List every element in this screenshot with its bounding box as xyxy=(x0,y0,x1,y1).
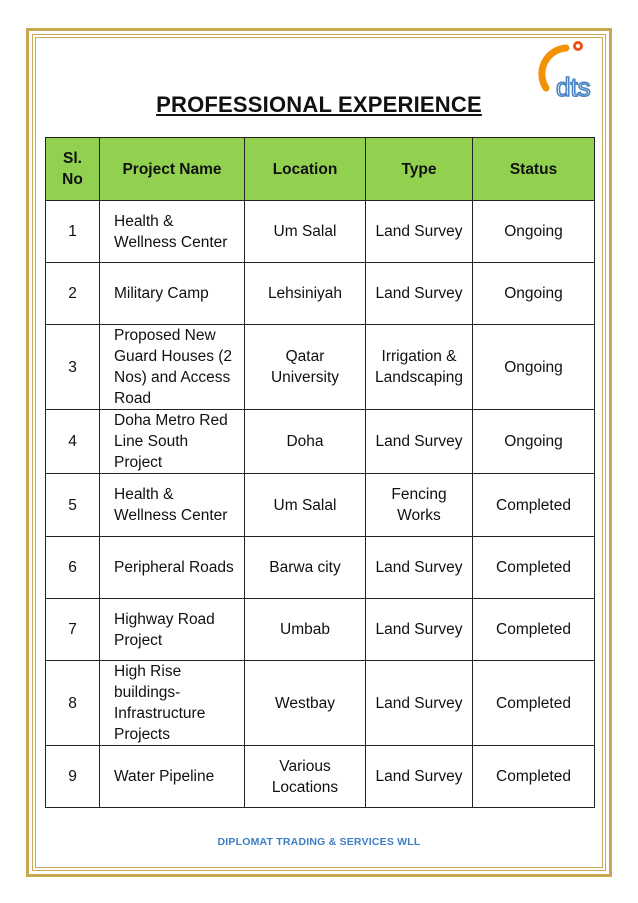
cell-status: Ongoing xyxy=(473,410,595,474)
cell-status: Completed xyxy=(473,661,595,746)
table-row xyxy=(46,201,595,263)
cell-project-name: Doha Metro Red Line South Project xyxy=(100,410,245,474)
cell-project-name: Health & Wellness Center xyxy=(100,201,245,263)
header-type: Type xyxy=(366,138,473,201)
cell-sl-no: 1 xyxy=(46,201,100,263)
cell-type: Land Survey xyxy=(366,746,473,808)
cell-location: Various Locations xyxy=(245,746,366,808)
header-location: Location xyxy=(245,138,366,201)
cell-project-name: Military Camp xyxy=(100,263,245,325)
table-header-row xyxy=(46,138,595,201)
cell-status: Ongoing xyxy=(473,263,595,325)
cell-sl-no: 6 xyxy=(46,537,100,599)
cell-type: Land Survey xyxy=(366,599,473,661)
cell-project-name: Health & Wellness Center xyxy=(100,474,245,537)
cell-location: Lehsiniyah xyxy=(245,263,366,325)
table-row xyxy=(46,263,595,325)
cell-sl-no: 8 xyxy=(46,661,100,746)
cell-project-name: High Rise buildings-Infrastructure Projects xyxy=(100,661,245,746)
cell-project-name: Proposed New Guard Houses (2 Nos) and Access Road xyxy=(100,325,245,410)
table-row xyxy=(46,746,595,808)
header-status: Status xyxy=(473,138,595,201)
header-sl-no: Sl. No xyxy=(46,138,100,201)
cell-sl-no: 3 xyxy=(46,325,100,410)
cell-status: Completed xyxy=(473,474,595,537)
cell-status: Ongoing xyxy=(473,325,595,410)
page-title: PROFESSIONAL EXPERIENCE xyxy=(156,92,482,117)
cell-type: Irrigation & Landscaping xyxy=(366,325,473,410)
table-row xyxy=(46,325,595,410)
cell-sl-no: 5 xyxy=(46,474,100,537)
cell-sl-no: 4 xyxy=(46,410,100,474)
table-row xyxy=(46,410,595,474)
cell-type: Fencing Works xyxy=(366,474,473,537)
table-row xyxy=(46,661,595,746)
cell-sl-no: 2 xyxy=(46,263,100,325)
experience-table xyxy=(45,137,595,808)
cell-sl-no: 9 xyxy=(46,746,100,808)
cell-location: Westbay xyxy=(245,661,366,746)
cell-location: Doha xyxy=(245,410,366,474)
logo-text: dts xyxy=(556,72,591,102)
cell-type: Land Survey xyxy=(366,410,473,474)
header-project-name: Project Name xyxy=(100,138,245,201)
cell-type: Land Survey xyxy=(366,661,473,746)
cell-status: Completed xyxy=(473,746,595,808)
cell-type: Land Survey xyxy=(366,537,473,599)
cell-sl-no: 7 xyxy=(46,599,100,661)
cell-location: Umbab xyxy=(245,599,366,661)
table-row xyxy=(46,599,595,661)
cell-location: Qatar University xyxy=(245,325,366,410)
cell-type: Land Survey xyxy=(366,201,473,263)
cell-project-name: Water Pipeline xyxy=(100,746,245,808)
table-row xyxy=(46,537,595,599)
cell-status: Completed xyxy=(473,537,595,599)
cell-project-name: Peripheral Roads xyxy=(100,537,245,599)
cell-status: Ongoing xyxy=(473,201,595,263)
footer-company-name: DIPLOMAT TRADING & SERVICES WLL xyxy=(217,836,421,848)
cell-location: Um Salal xyxy=(245,201,366,263)
cell-location: Barwa city xyxy=(245,537,366,599)
cell-status: Completed xyxy=(473,599,595,661)
cell-type: Land Survey xyxy=(366,263,473,325)
table-row xyxy=(46,474,595,537)
cell-location: Um Salal xyxy=(245,474,366,537)
cell-project-name: Highway Road Project xyxy=(100,599,245,661)
